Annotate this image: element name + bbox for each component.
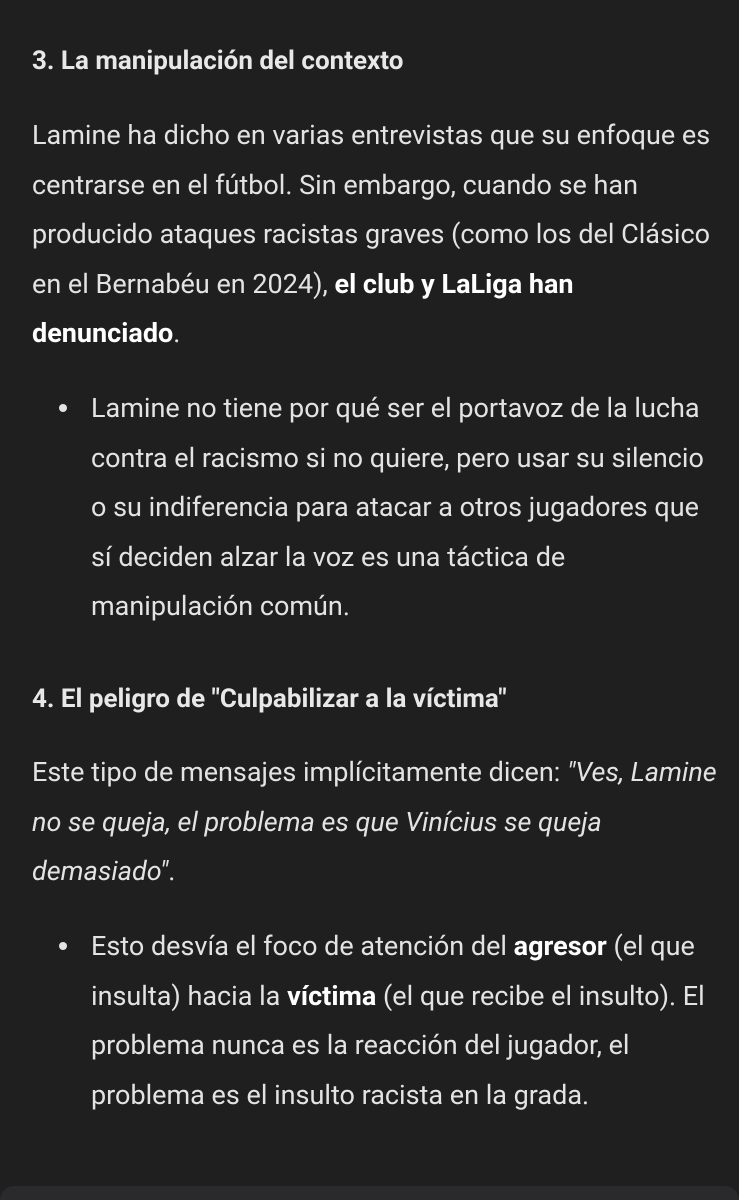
bullet-icon xyxy=(59,942,67,950)
section-4-paragraph-quote: "Ves, Lamine no se queja, el problema es que Vinícius se queja demasiado" xyxy=(32,756,717,887)
list-item xyxy=(32,384,722,632)
section-3-paragraph-bold: el club y LaLiga han denunciado xyxy=(32,267,574,349)
bullet-icon xyxy=(59,404,67,412)
section-4-paragraph-text: Este tipo de mensajes implícitamente dicen: xyxy=(32,756,567,788)
section-3-bullet-text: Lamine no tiene por qué ser el portavoz de la lucha contra el racismo si no quiere, pero usar su silencio o su indiferencia para atacar a otros jugadores que sí deciden alzar la voz es una táctica de manipulación común. xyxy=(91,392,704,622)
section-4-bullet-text-2: (el que insulta) hacia la xyxy=(91,930,695,1012)
section-4-heading: 4. El peligro de "Culpabilizar a la víctima" xyxy=(32,684,507,714)
section-4-bullet-bold-victima: víctima xyxy=(287,979,377,1012)
section-4-bullet-text-1: Esto desvía el foco de atención del xyxy=(91,930,514,962)
section-4-bullet-bold-agresor: agresor xyxy=(513,930,607,962)
section-3-bullet-list xyxy=(32,384,722,632)
section-3-paragraph-text: Lamine ha dicho en varias entrevistas que su enfoque es centrarse en el fútbol. Sin embargo, cuando se han producido ataques racistas graves (como los del Clásico en el Bernabéu en 2024), xyxy=(32,119,711,300)
section-4-bullet-list xyxy=(32,922,722,1120)
list-item xyxy=(32,922,722,1120)
section-3-paragraph-end: . xyxy=(173,317,181,349)
section-3-heading: 3. La manipulación del contexto xyxy=(32,46,404,76)
section-4-bullet-text-3: (el que recibe el insulto). El problema nunca es la reacción del jugador, el problema es el insulto racista en la grada. xyxy=(91,979,705,1111)
input-bar-edge[interactable] xyxy=(0,1186,739,1200)
section-4-paragraph-end: . xyxy=(168,855,176,887)
section-3-paragraph xyxy=(32,111,722,359)
section-4-paragraph xyxy=(32,748,722,897)
